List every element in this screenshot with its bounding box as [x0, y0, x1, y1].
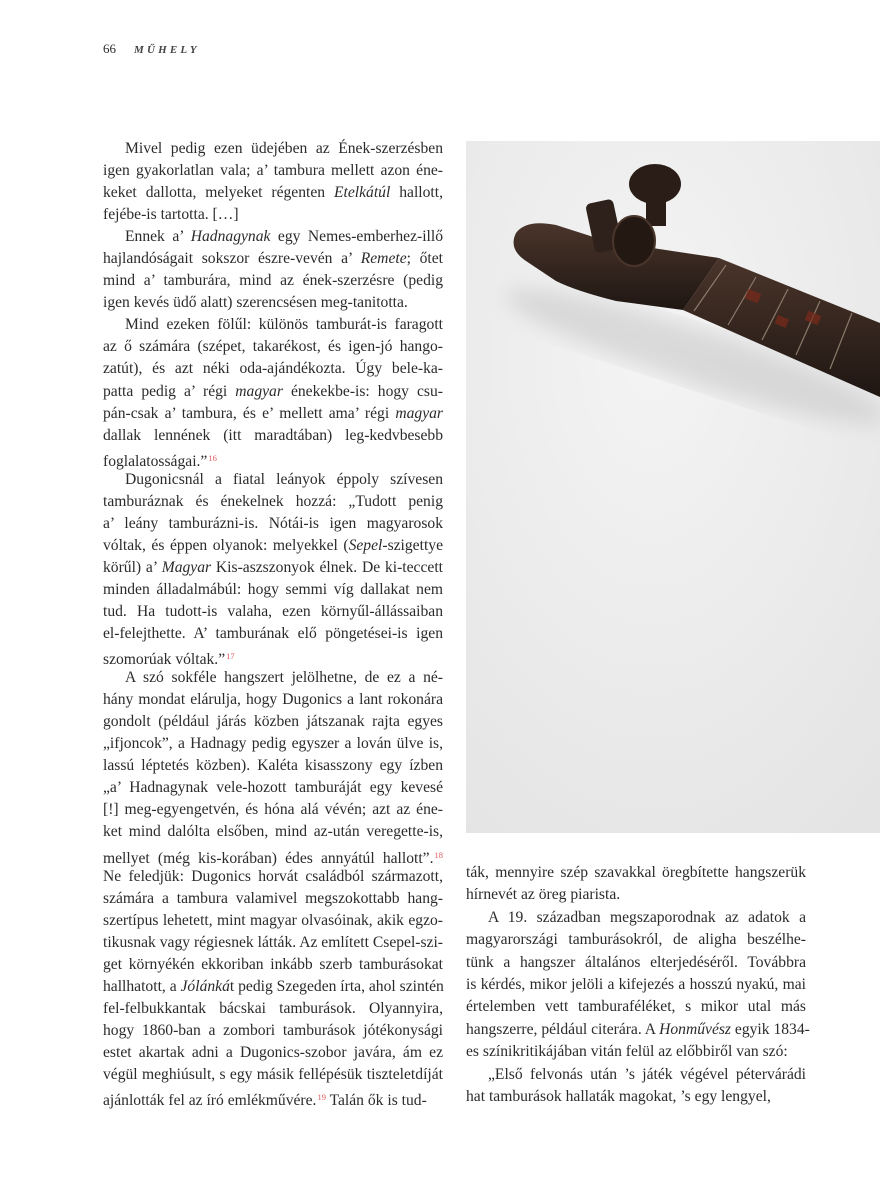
text-run: körűl) a’: [103, 558, 162, 576]
text-line: [103, 336, 443, 358]
text-run: tikusnak vagy régiesnek látták. Az említett Csepel-szi-: [103, 933, 443, 951]
left-text-column: [103, 138, 443, 1108]
text-line: [103, 733, 443, 755]
text-line: [103, 645, 443, 667]
text-line: [103, 954, 443, 976]
text-run: hat tamburások hallaták magokat, ’s egy lengyel,: [466, 1087, 771, 1105]
text-line: [466, 952, 806, 974]
text-line: [466, 929, 806, 951]
text-line: [103, 292, 443, 314]
text-run: Kis-aszszonyok élnek. De ki-teccett: [211, 558, 443, 576]
text-line: [103, 226, 443, 248]
text-line: [103, 204, 443, 226]
text-line: [103, 976, 443, 998]
text-run: fel-felbukkantak bácskai tamburások. Olyannyira,: [103, 999, 443, 1017]
text-run: [!] meg-egyengetvén, és hóna alá vévén; azt az éne-: [103, 801, 443, 819]
text-run: hajlandóságait sokszor észre-vevén a’: [103, 250, 361, 268]
text-run: hangszerre, például citerára. A: [466, 1020, 660, 1038]
italic-text: Hadnagynak: [190, 228, 271, 246]
text-run: „ifjoncok”, a Hadnagy pedig egyszer a lován ülve is,: [103, 735, 443, 753]
text-line: [103, 425, 443, 447]
text-line: [103, 844, 443, 866]
paragraph: [103, 667, 443, 1108]
italic-text: Honművész: [659, 1020, 732, 1038]
text-line: [103, 270, 443, 292]
text-run: ; őtet: [406, 250, 443, 268]
paragraph: [466, 862, 806, 907]
text-line: [466, 1086, 806, 1108]
text-run: vóltak, és éppen olyanok: melyekkel (: [103, 536, 349, 554]
text-line: [103, 513, 443, 535]
text-run: dallak lennének (itt maradtában) leg-kedvbesebb: [103, 426, 443, 444]
text-run: énekekbe-is: hogy csu-: [282, 382, 443, 400]
text-run: lassú léptetés közben). Kaléta kisasszony egy ízben: [103, 757, 443, 775]
text-run: mellyet (még kis-korában) édes annyátúl hallott”.: [103, 849, 434, 867]
text-run: Dugonicsnál a fiatal leányok éppoly szívesen: [125, 470, 443, 488]
text-run: „Első felvonás után ’s játék végével pétervárádi: [488, 1065, 806, 1083]
text-run: ták, mennyire szép szavakkal öregbítette hangszerük: [466, 864, 806, 881]
text-line: [103, 755, 443, 777]
text-line: [103, 491, 443, 513]
text-run: Talán ők is tud-: [325, 1092, 427, 1110]
text-line: [103, 932, 443, 954]
text-run: keket dallotta, melyeket régenten: [103, 184, 335, 202]
text-run: hogy 1860-ban a zombori tamburások jótékonysági: [103, 1021, 443, 1039]
text-run: „a’ Hadnagynak vele-hozott tamburáját egy kevesé: [103, 779, 443, 797]
text-run: hírnevét az öreg piarista.: [466, 886, 621, 904]
text-line: [466, 862, 806, 884]
text-line: [103, 160, 443, 182]
text-line: [103, 777, 443, 799]
text-run: igen kevés üdő alatt) szerencsésen meg-tanitotta.: [103, 294, 408, 312]
text-line: [103, 447, 443, 469]
text-line: [103, 998, 443, 1020]
text-run: A 19. században megszaporodnak az adatok a: [488, 908, 806, 926]
text-line: [466, 1064, 806, 1086]
italic-text: Jólánká: [180, 977, 230, 995]
text-line: [103, 623, 443, 645]
italic-text: Sepel: [348, 536, 383, 554]
text-run: es színikritikájában vitán felül az előbbiről van szó:: [466, 1043, 788, 1061]
text-run: gondolt (például járás közben játszanak rajta egyes: [103, 713, 443, 731]
text-run: végül meghiúsult, s egy másik fellépésük tiszteletdíját: [103, 1065, 443, 1083]
text-line: [466, 884, 806, 906]
text-run: szertípus lehetett, mint magyar olvasóinak, akik egzo-: [103, 911, 443, 929]
text-line: [103, 182, 443, 204]
text-run: is kérdés, mikor jelöli a kifejezés a hosszú nyakú, mai: [466, 975, 806, 993]
text-run: minden álladalmábúl: hogy semmi víg dallakat nem: [103, 580, 443, 598]
text-line: [103, 579, 443, 601]
text-run: egyik 1834-: [731, 1020, 810, 1038]
text-run: szomorúak vóltak.”: [103, 651, 226, 669]
paragraph: [466, 907, 810, 1064]
text-run: az ő számára (szépet, takarékost, és igen-jó hango-: [103, 338, 443, 356]
text-run: pán-csak a’ tambura, és e’ mellett ama’ régi: [103, 404, 396, 422]
footnote-marker[interactable]: 16: [208, 452, 217, 463]
text-line: [103, 358, 443, 380]
text-line: [103, 1020, 443, 1042]
text-run: estet akartak adni a Dugonics-szobor javára, ám ez: [103, 1043, 443, 1061]
text-line: [466, 996, 806, 1018]
text-line: [103, 469, 443, 491]
text-run: ket mind dalólta elsőben, mind az-után veregette-is,: [103, 823, 443, 841]
text-run: mind a’ tamburára, mind az ének-szerzésre (pedig: [103, 272, 443, 290]
text-run: fejébe-is tartotta. […]: [103, 206, 239, 224]
paragraph: [103, 469, 443, 667]
text-line: [103, 821, 443, 843]
text-run: Ne feledjük: Dugonics horvát családból származott,: [103, 867, 443, 885]
text-run: a’ leány tamburázni-is. Nótái-is igen magyarosok: [103, 514, 443, 532]
italic-text: Remete: [360, 250, 407, 268]
text-run: patta pedig a’ régi: [103, 382, 236, 400]
section-title: MŰHELY: [134, 44, 200, 56]
text-run: tud. Ha tudott-is valaha, ezen környűl-állássaiban: [103, 602, 443, 620]
tuning-peg-stem: [646, 196, 666, 226]
text-line: [466, 1041, 806, 1063]
text-run: értelemben vett tamburaféléket, s mikor utal más: [466, 998, 806, 1016]
text-run: tamburáznak és énekelnek hozzá: „Tudott penig: [103, 492, 443, 510]
text-line: [466, 1019, 810, 1041]
italic-text: Etelkátúl: [334, 184, 391, 202]
right-text-column: [466, 862, 810, 1108]
paragraph: [103, 314, 443, 468]
text-line: [103, 557, 443, 579]
italic-text: magyar: [395, 404, 443, 422]
text-line: [103, 1064, 443, 1086]
text-run: hány mondat elárulja, hogy Dugonics a lant rokonára: [103, 691, 443, 709]
text-line: [103, 535, 443, 557]
text-line: [103, 910, 443, 932]
paragraph: [466, 1064, 806, 1109]
footnote-marker[interactable]: 19: [317, 1092, 326, 1103]
text-run: zatút), és azt néki oda-ajándékozta. Úgy bele-ka-: [103, 360, 443, 378]
text-run: egy Nemes-emberhez-illő: [270, 228, 443, 246]
text-run: t pedig Szegeden írta, ahol szintén: [229, 977, 444, 995]
tambura-photo: [466, 141, 880, 833]
text-line: [103, 601, 443, 623]
text-line: [103, 138, 443, 160]
text-line: [103, 888, 443, 910]
text-run: tünk a hangszer általános elterjedéséről. Továbbra: [466, 953, 806, 971]
text-run: -szigettye: [382, 536, 443, 554]
text-line: [103, 403, 443, 425]
text-run: hallhatott, a: [103, 977, 181, 995]
text-run: Mind ezeken fölűl: különös tamburát-is faragott: [125, 316, 443, 334]
text-line: [103, 248, 443, 270]
text-line: [103, 711, 443, 733]
text-line: [466, 974, 806, 996]
text-run: igen gyakorlatlan vala; a’ tambura mellett azon éne-: [103, 162, 443, 180]
text-line: [103, 1086, 443, 1108]
text-run: get környékén ekkoriban inkább szerb tamburásokat: [103, 955, 443, 973]
text-run: Ennek a’: [125, 228, 191, 246]
text-run: Mivel pedig ezen üdejében az Ének-szerzésben: [125, 140, 443, 157]
text-line: [103, 1042, 443, 1064]
italic-text: Magyar: [161, 558, 212, 576]
text-line: [466, 907, 806, 929]
footnote-marker[interactable]: 17: [226, 651, 235, 662]
text-run: ajánlották fel az író emlékművére.: [103, 1092, 317, 1110]
text-run: hallott,: [390, 184, 443, 202]
text-line: [103, 314, 443, 336]
text-run: A szó sokféle hangszert jelölhetne, de ez a né-: [125, 669, 443, 687]
text-line: [103, 866, 443, 888]
text-line: [103, 799, 443, 821]
footnote-marker[interactable]: 18: [434, 849, 443, 860]
running-header: [103, 41, 200, 57]
text-line: [103, 667, 443, 689]
text-run: el-felejthette. A’ tamburának elő pöngetései-is igen: [103, 625, 443, 643]
paragraph: [103, 138, 443, 226]
text-run: magyarországi tamburásokról, de aligha beszélhe-: [466, 931, 806, 949]
text-run: foglalatosságai.”: [103, 452, 208, 470]
text-run: számára a tambura valamivel megszokottabb hang-: [103, 889, 443, 907]
page-number: 66: [103, 41, 116, 56]
paragraph: [103, 226, 443, 314]
italic-text: magyar: [235, 382, 283, 400]
text-line: [103, 689, 443, 711]
text-line: [103, 381, 443, 403]
tuning-peg-disc-front: [613, 216, 655, 266]
